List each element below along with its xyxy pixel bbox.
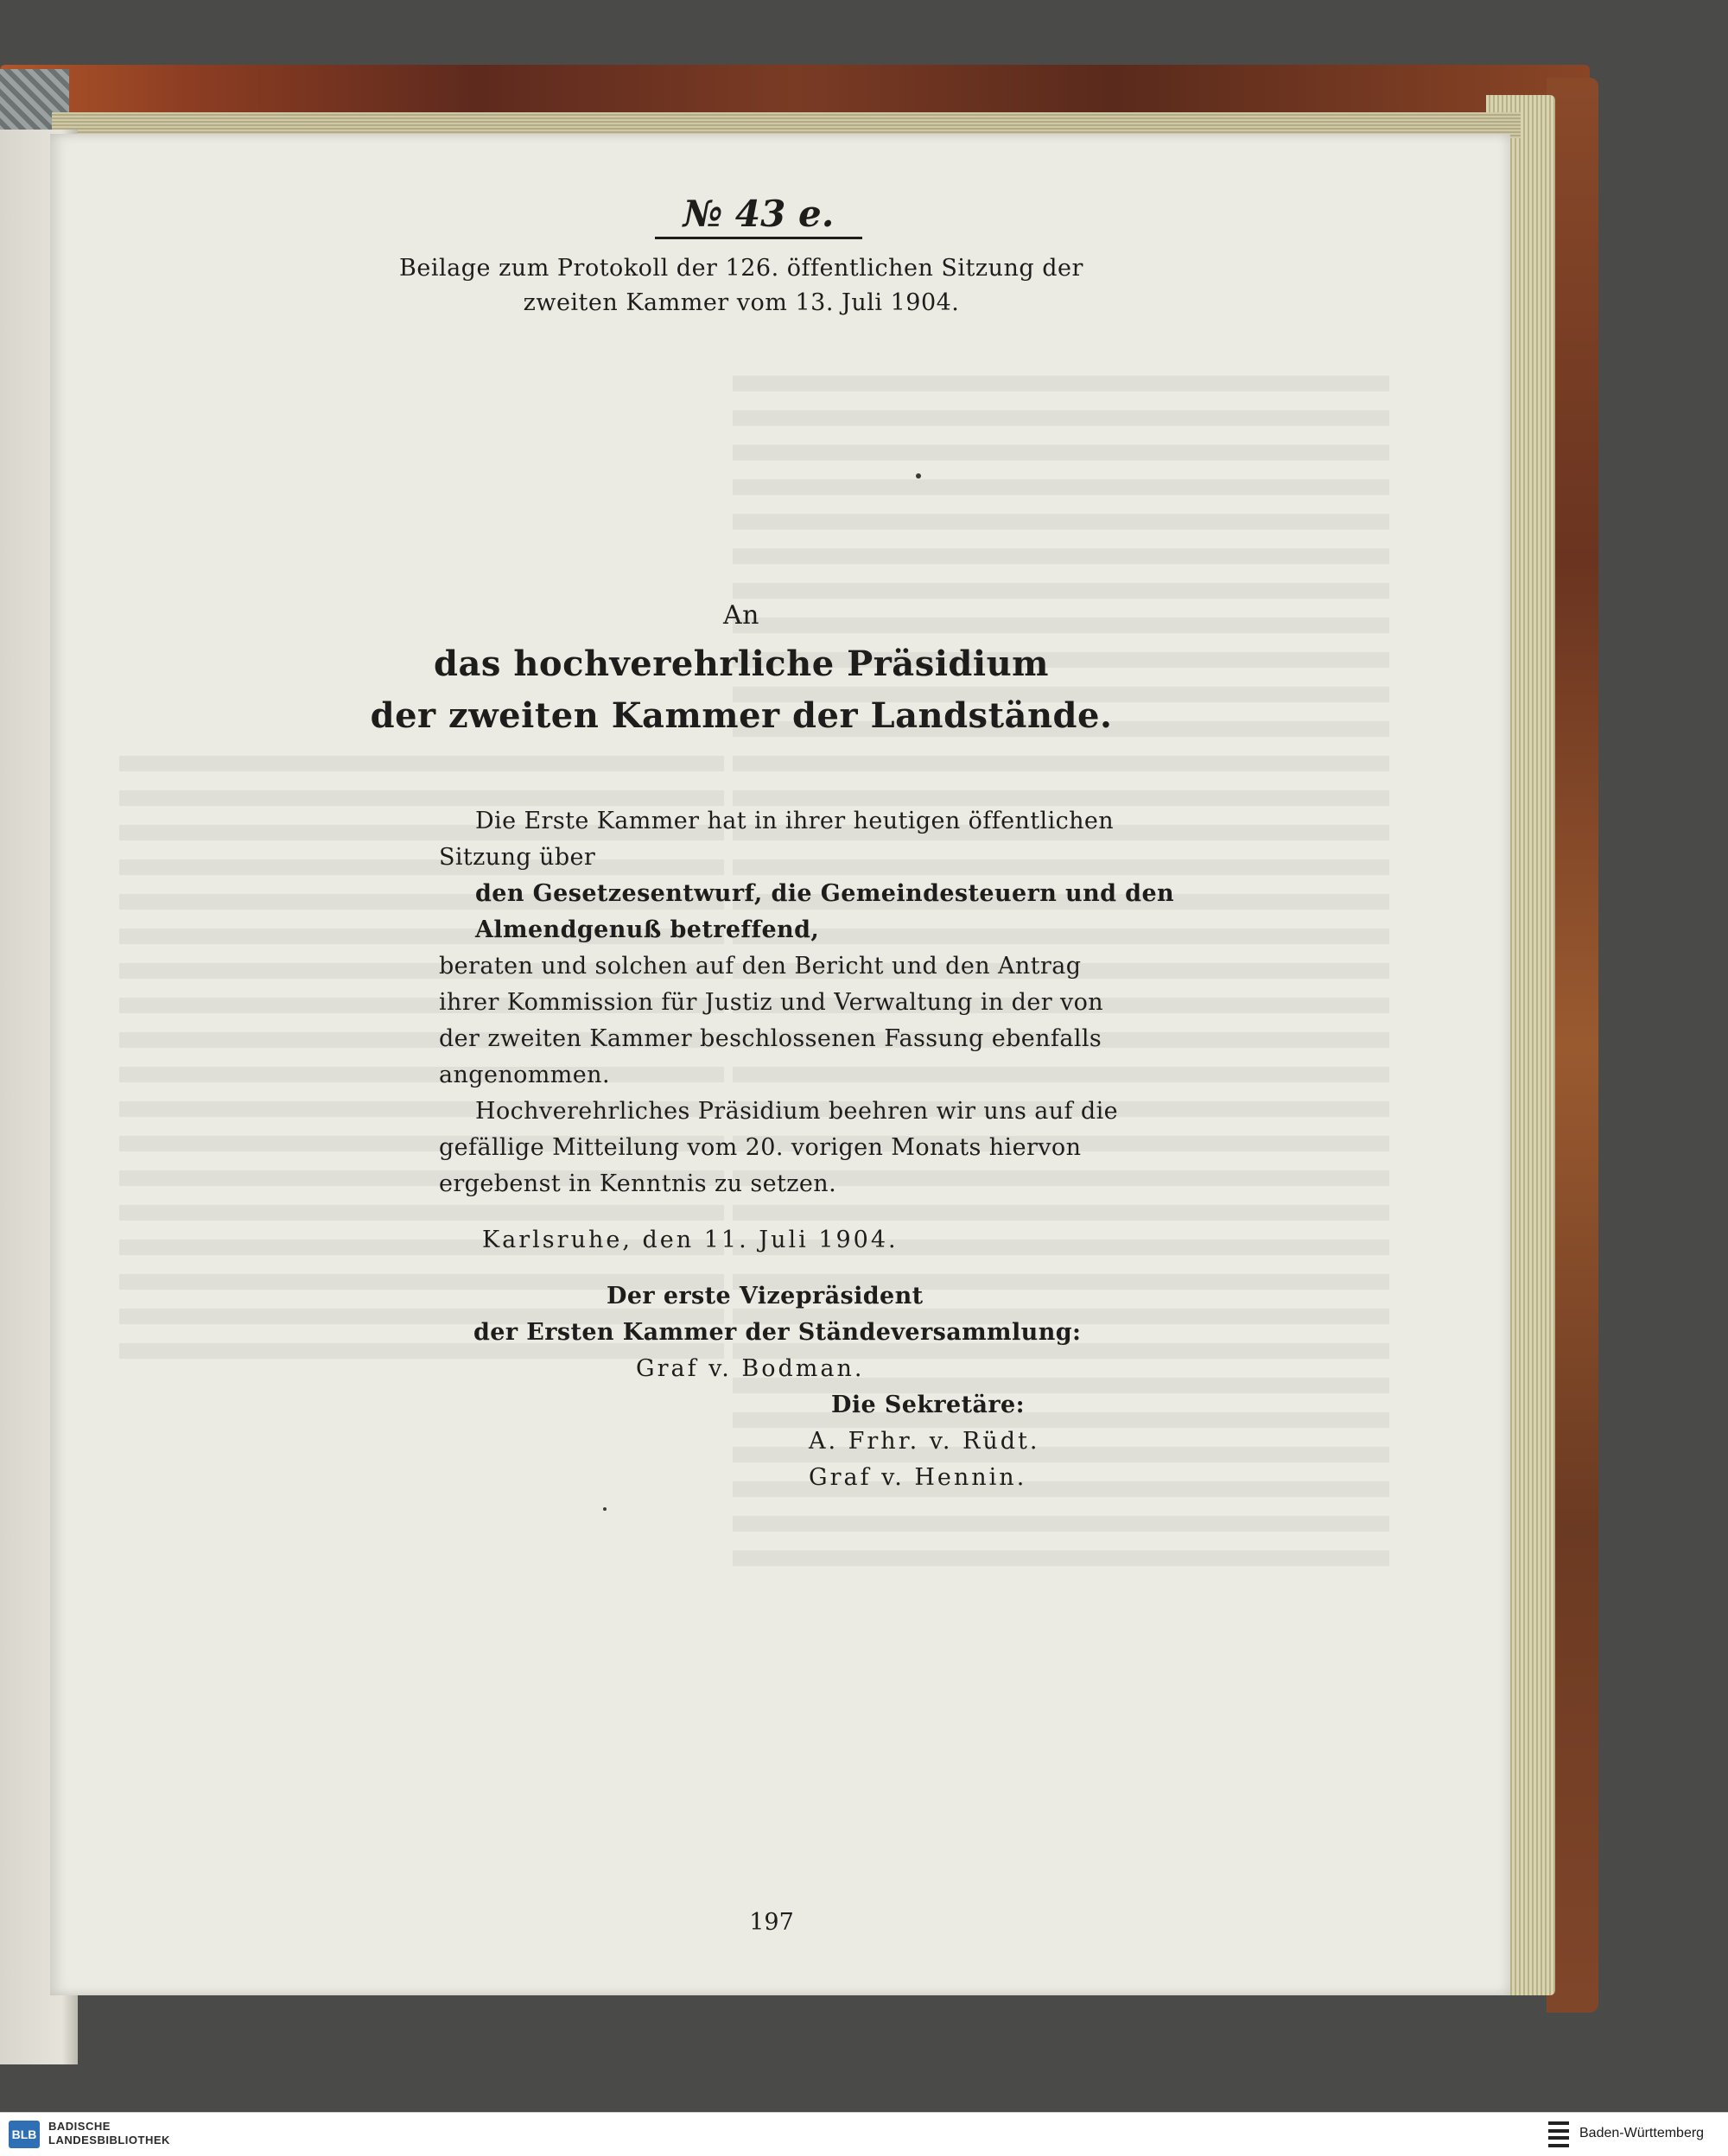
library-name[interactable] [48, 2120, 170, 2147]
subtitle-line-2: zweiten Kammer vom 13. Juli 1904. [523, 289, 960, 316]
library-name-line-2: LANDESBIBLIOTHEK [48, 2134, 170, 2146]
body-line: ihrer Kommission für Justiz und Verwaltung in der von [439, 989, 1104, 1016]
addressee-an: An [723, 600, 759, 631]
body-line-bold: Almendgenuß betreffend, [475, 916, 820, 943]
subtitle-line-1: Beilage zum Protokoll der 126. öffentlichen Sitzung der [399, 255, 1083, 282]
document-number: № 43 e. [655, 193, 862, 239]
ink-speck [916, 473, 921, 479]
addressee-line-1: das hochverehrliche Präsidium [434, 644, 1049, 684]
page-number: 197 [749, 1909, 794, 1936]
secretary-name-2: Graf v. Hennin. [809, 1464, 1027, 1491]
body-line: ergebenst in Kenntnis zu setzen. [439, 1170, 837, 1197]
ink-speck [603, 1507, 607, 1511]
secretary-name-1: A. Frhr. v. Rüdt. [809, 1428, 1040, 1455]
body-line: beraten und solchen auf den Bericht und den Antrag [439, 953, 1082, 980]
body-line: der zweiten Kammer beschlossenen Fassung ebenfalls [439, 1025, 1102, 1052]
vice-president-title-2: der Ersten Kammer der Ständeversammlung: [473, 1319, 1082, 1346]
body-line: angenommen. [439, 1062, 610, 1088]
body-line: Hochverehrliches Präsidium beehren wir uns auf die [475, 1098, 1118, 1125]
body-line: Die Erste Kammer hat in ihrer heutigen öffentlichen [475, 808, 1115, 834]
document-page [50, 134, 1510, 1995]
vice-president-name: Graf v. Bodman. [636, 1355, 865, 1382]
addressee-line-2: der zweiten Kammer der Landstände. [370, 695, 1113, 736]
footer-bar [0, 2112, 1728, 2156]
state-name[interactable]: Baden-Württemberg [1579, 2126, 1705, 2140]
state-coat-of-arms-icon[interactable] [1548, 2121, 1569, 2147]
body-line: Sitzung über [439, 844, 596, 871]
place-date: Karlsruhe, den 11. Juli 1904. [482, 1227, 899, 1253]
library-name-line-1: BADISCHE [48, 2120, 111, 2133]
vice-president-title-1: Der erste Vizepräsident [607, 1283, 924, 1309]
body-line-bold: den Gesetzesentwurf, die Gemeindesteuern und den [475, 880, 1175, 907]
secretaries-title: Die Sekretäre: [831, 1392, 1025, 1418]
body-line: gefällige Mitteilung vom 20. vorigen Monats hiervon [439, 1134, 1082, 1161]
blb-logo-icon[interactable]: BLB [9, 2121, 40, 2148]
